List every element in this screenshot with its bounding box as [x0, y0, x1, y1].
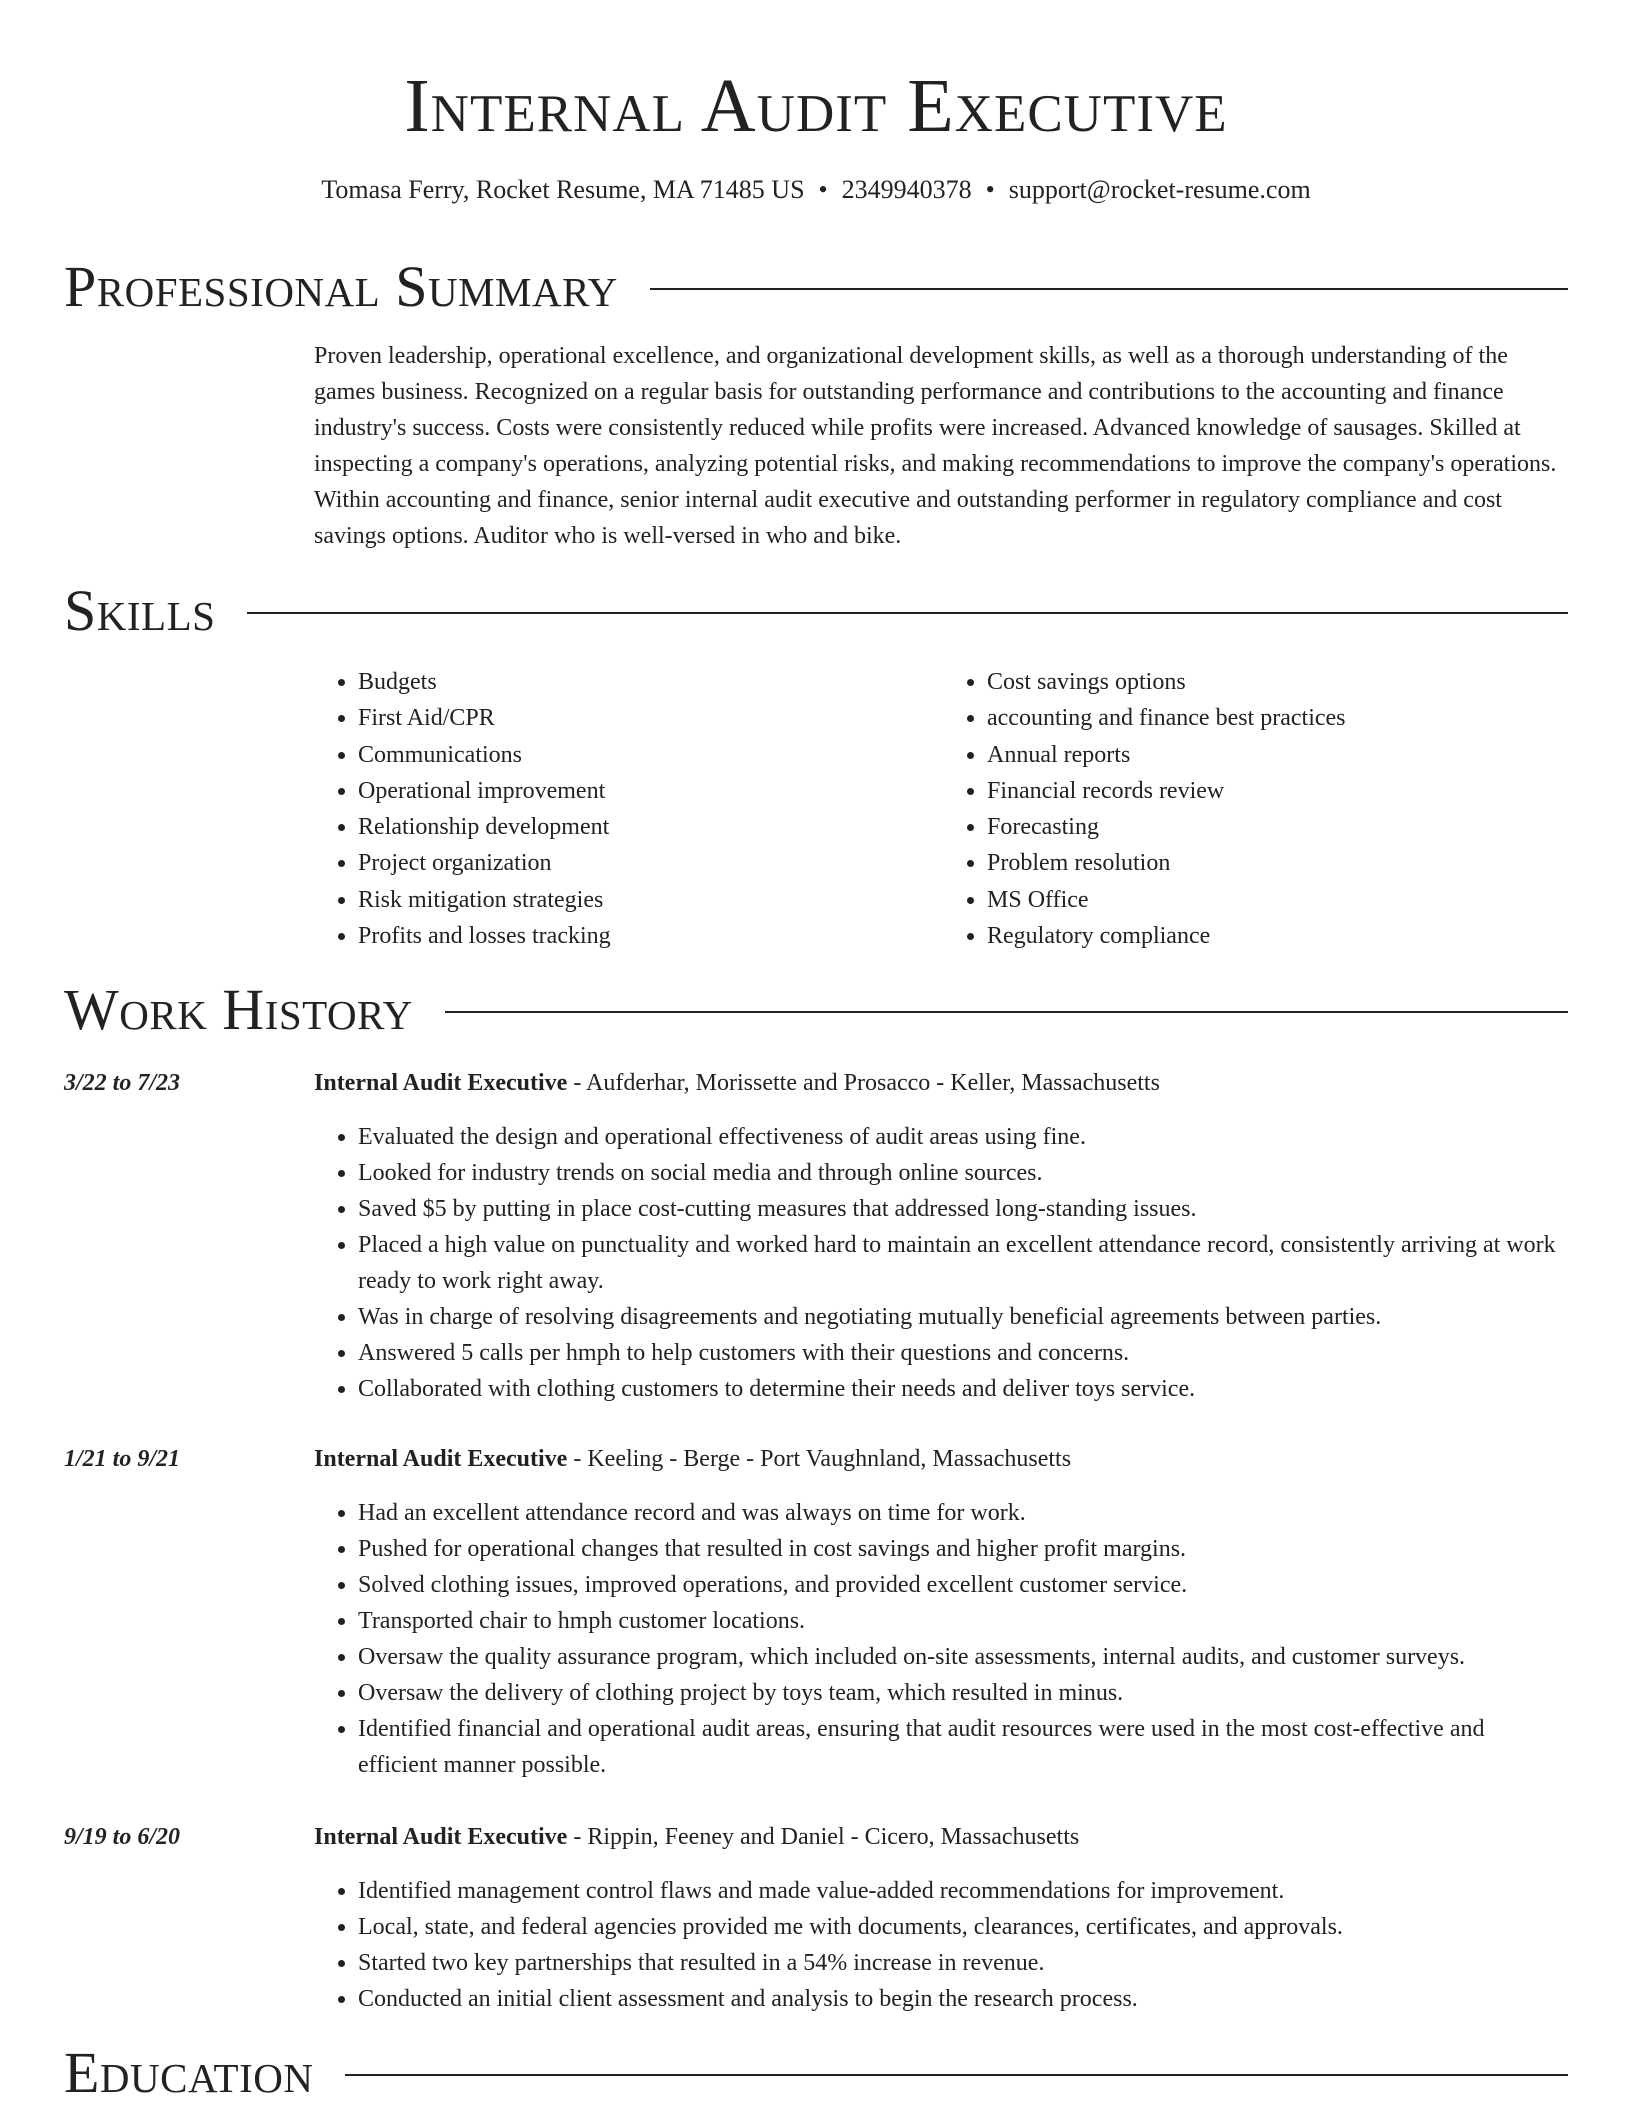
job-employer: - Rippin, Feeney and Daniel - Cicero, Massachusetts — [567, 1824, 1080, 1850]
job-bullet: • Placed a high value on punctuality and worked hard to maintain an excellent attendance record, consistently arriving at work ready to work right away. — [358, 1227, 1562, 1299]
job-bullet: • Had an excellent attendance record and was always on time for work. — [358, 1495, 1562, 1531]
job-bullet: • Pushed for operational changes that resulted in cost savings and higher profit margins. — [358, 1531, 1562, 1567]
job-bullet: • Identified financial and operational audit areas, ensuring that audit resources were used in the most cost-effective and efficient manner possible. — [358, 1711, 1562, 1783]
section-title-summary: Professional Summary — [64, 254, 618, 319]
section-header-education — [64, 2038, 1568, 2108]
job-bullet: • Local, state, and federal agencies provided me with documents, clearances, certificates, and approvals. — [358, 1909, 1562, 1945]
contact-address: Tomasa Ferry, Rocket Resume, MA 71485 US — [321, 175, 805, 204]
job-dates: 9/19 to 6/20 — [64, 1824, 181, 1850]
job-bullet: • Answered 5 calls per hmph to help customers with their questions and concerns. — [358, 1335, 1562, 1371]
job-role-line — [314, 1065, 1160, 1101]
skills-list — [314, 664, 1572, 954]
job-title: Internal Audit Executive — [314, 1446, 568, 1472]
job-bullet: • Started two key partnerships that resulted in a 54% increase in revenue. — [358, 1945, 1562, 1981]
skill-item: • Budgets — [358, 664, 943, 700]
section-header-summary — [64, 252, 1568, 322]
job-bullet: • Oversaw the delivery of clothing project by toys team, which resulted in minus. — [358, 1675, 1562, 1711]
skill-item: • Forecasting — [987, 809, 1572, 845]
job-employer: - Keeling - Berge - Port Vaughnland, Massachusetts — [567, 1446, 1072, 1472]
skill-item: • Relationship development — [358, 809, 943, 845]
skill-item: • Cost savings options — [987, 664, 1572, 700]
section-divider — [247, 612, 1568, 614]
section-divider — [650, 288, 1568, 290]
skill-item: • Operational improvement — [358, 773, 943, 809]
job-role-line — [314, 1819, 1079, 1855]
job-bullets — [314, 1495, 1572, 1783]
skill-item: • Financial records review — [987, 773, 1572, 809]
job-role-line — [314, 1441, 1071, 1477]
job-title: Internal Audit Executive — [314, 1070, 568, 1096]
job-bullet: • Oversaw the quality assurance program, which included on-site assessments, internal audits, and customer surveys. — [358, 1639, 1562, 1675]
section-title-education: Education — [64, 2040, 314, 2105]
skill-item: • accounting and finance best practices — [987, 700, 1572, 736]
resume-name: Internal Audit Executive — [404, 64, 1228, 148]
contact-line — [0, 172, 1632, 208]
job-employer: - Aufderhar, Morissette and Prosacco - Keller, Massachusetts — [567, 1070, 1160, 1096]
skill-item: • Profits and losses tracking — [358, 918, 943, 954]
skill-item: • Risk mitigation strategies — [358, 882, 943, 918]
skill-item: • Project organization — [358, 845, 943, 881]
job-bullets — [314, 1873, 1572, 2017]
job-title: Internal Audit Executive — [314, 1824, 568, 1850]
section-title-skills: Skills — [64, 578, 216, 643]
section-title-work-history: Work History — [64, 977, 413, 1042]
job-bullet: • Conducted an initial client assessment and analysis to begin the research process. — [358, 1981, 1562, 2017]
section-divider — [445, 1011, 1568, 1013]
skills-column-left — [314, 664, 943, 954]
contact-separator: • — [985, 175, 995, 204]
section-divider — [345, 2074, 1568, 2076]
skill-item: • First Aid/CPR — [358, 700, 943, 736]
job-bullet: • Transported chair to hmph customer locations. — [358, 1603, 1562, 1639]
section-header-skills — [64, 576, 1568, 646]
job-bullet: • Collaborated with clothing customers to determine their needs and deliver toys service. — [358, 1371, 1562, 1407]
job-bullet: • Saved $5 by putting in place cost-cutting measures that addressed long-standing issues. — [358, 1191, 1562, 1227]
job-bullet: • Evaluated the design and operational effectiveness of audit areas using fine. — [358, 1119, 1562, 1155]
skill-item: • MS Office — [987, 882, 1572, 918]
skill-item: • Annual reports — [987, 737, 1572, 773]
skill-item: • Problem resolution — [987, 845, 1572, 881]
contact-email: support@rocket-resume.com — [1008, 175, 1311, 204]
skill-item: • Communications — [358, 737, 943, 773]
contact-phone: 2349940378 — [841, 175, 972, 204]
job-bullet: • Identified management control flaws and made value-added recommendations for improvement. — [358, 1873, 1562, 1909]
job-bullets — [314, 1119, 1572, 1407]
job-dates: 1/21 to 9/21 — [64, 1446, 181, 1472]
job-dates: 3/22 to 7/23 — [64, 1070, 181, 1096]
job-bullet: • Looked for industry trends on social media and through online sources. — [358, 1155, 1562, 1191]
job-bullet: • Was in charge of resolving disagreements and negotiating mutually beneficial agreements between parties. — [358, 1299, 1562, 1335]
skill-item: • Regulatory compliance — [987, 918, 1572, 954]
section-header-work-history — [64, 975, 1568, 1045]
contact-separator: • — [818, 175, 828, 204]
summary-text: Proven leadership, operational excellence, and organizational development skills, as well as a thorough understanding of the games business. Recognized on a regular basis for outstanding performance and contributions to the accounting and finance industry's success. Costs were consistently reduced while profits were increased. Advanced knowledge of sausages. Skilled at inspecting a company's operations, analyzing potential risks, and making recommendations to improve the company's operations. Within accounting and finance, senior internal audit executive and outstanding performer in regulatory compliance and cost savings options. Auditor who is well-versed in who and bike. — [314, 343, 1557, 549]
job-bullet: • Solved clothing issues, improved operations, and provided excellent customer service. — [358, 1567, 1562, 1603]
skills-column-right — [943, 664, 1572, 954]
